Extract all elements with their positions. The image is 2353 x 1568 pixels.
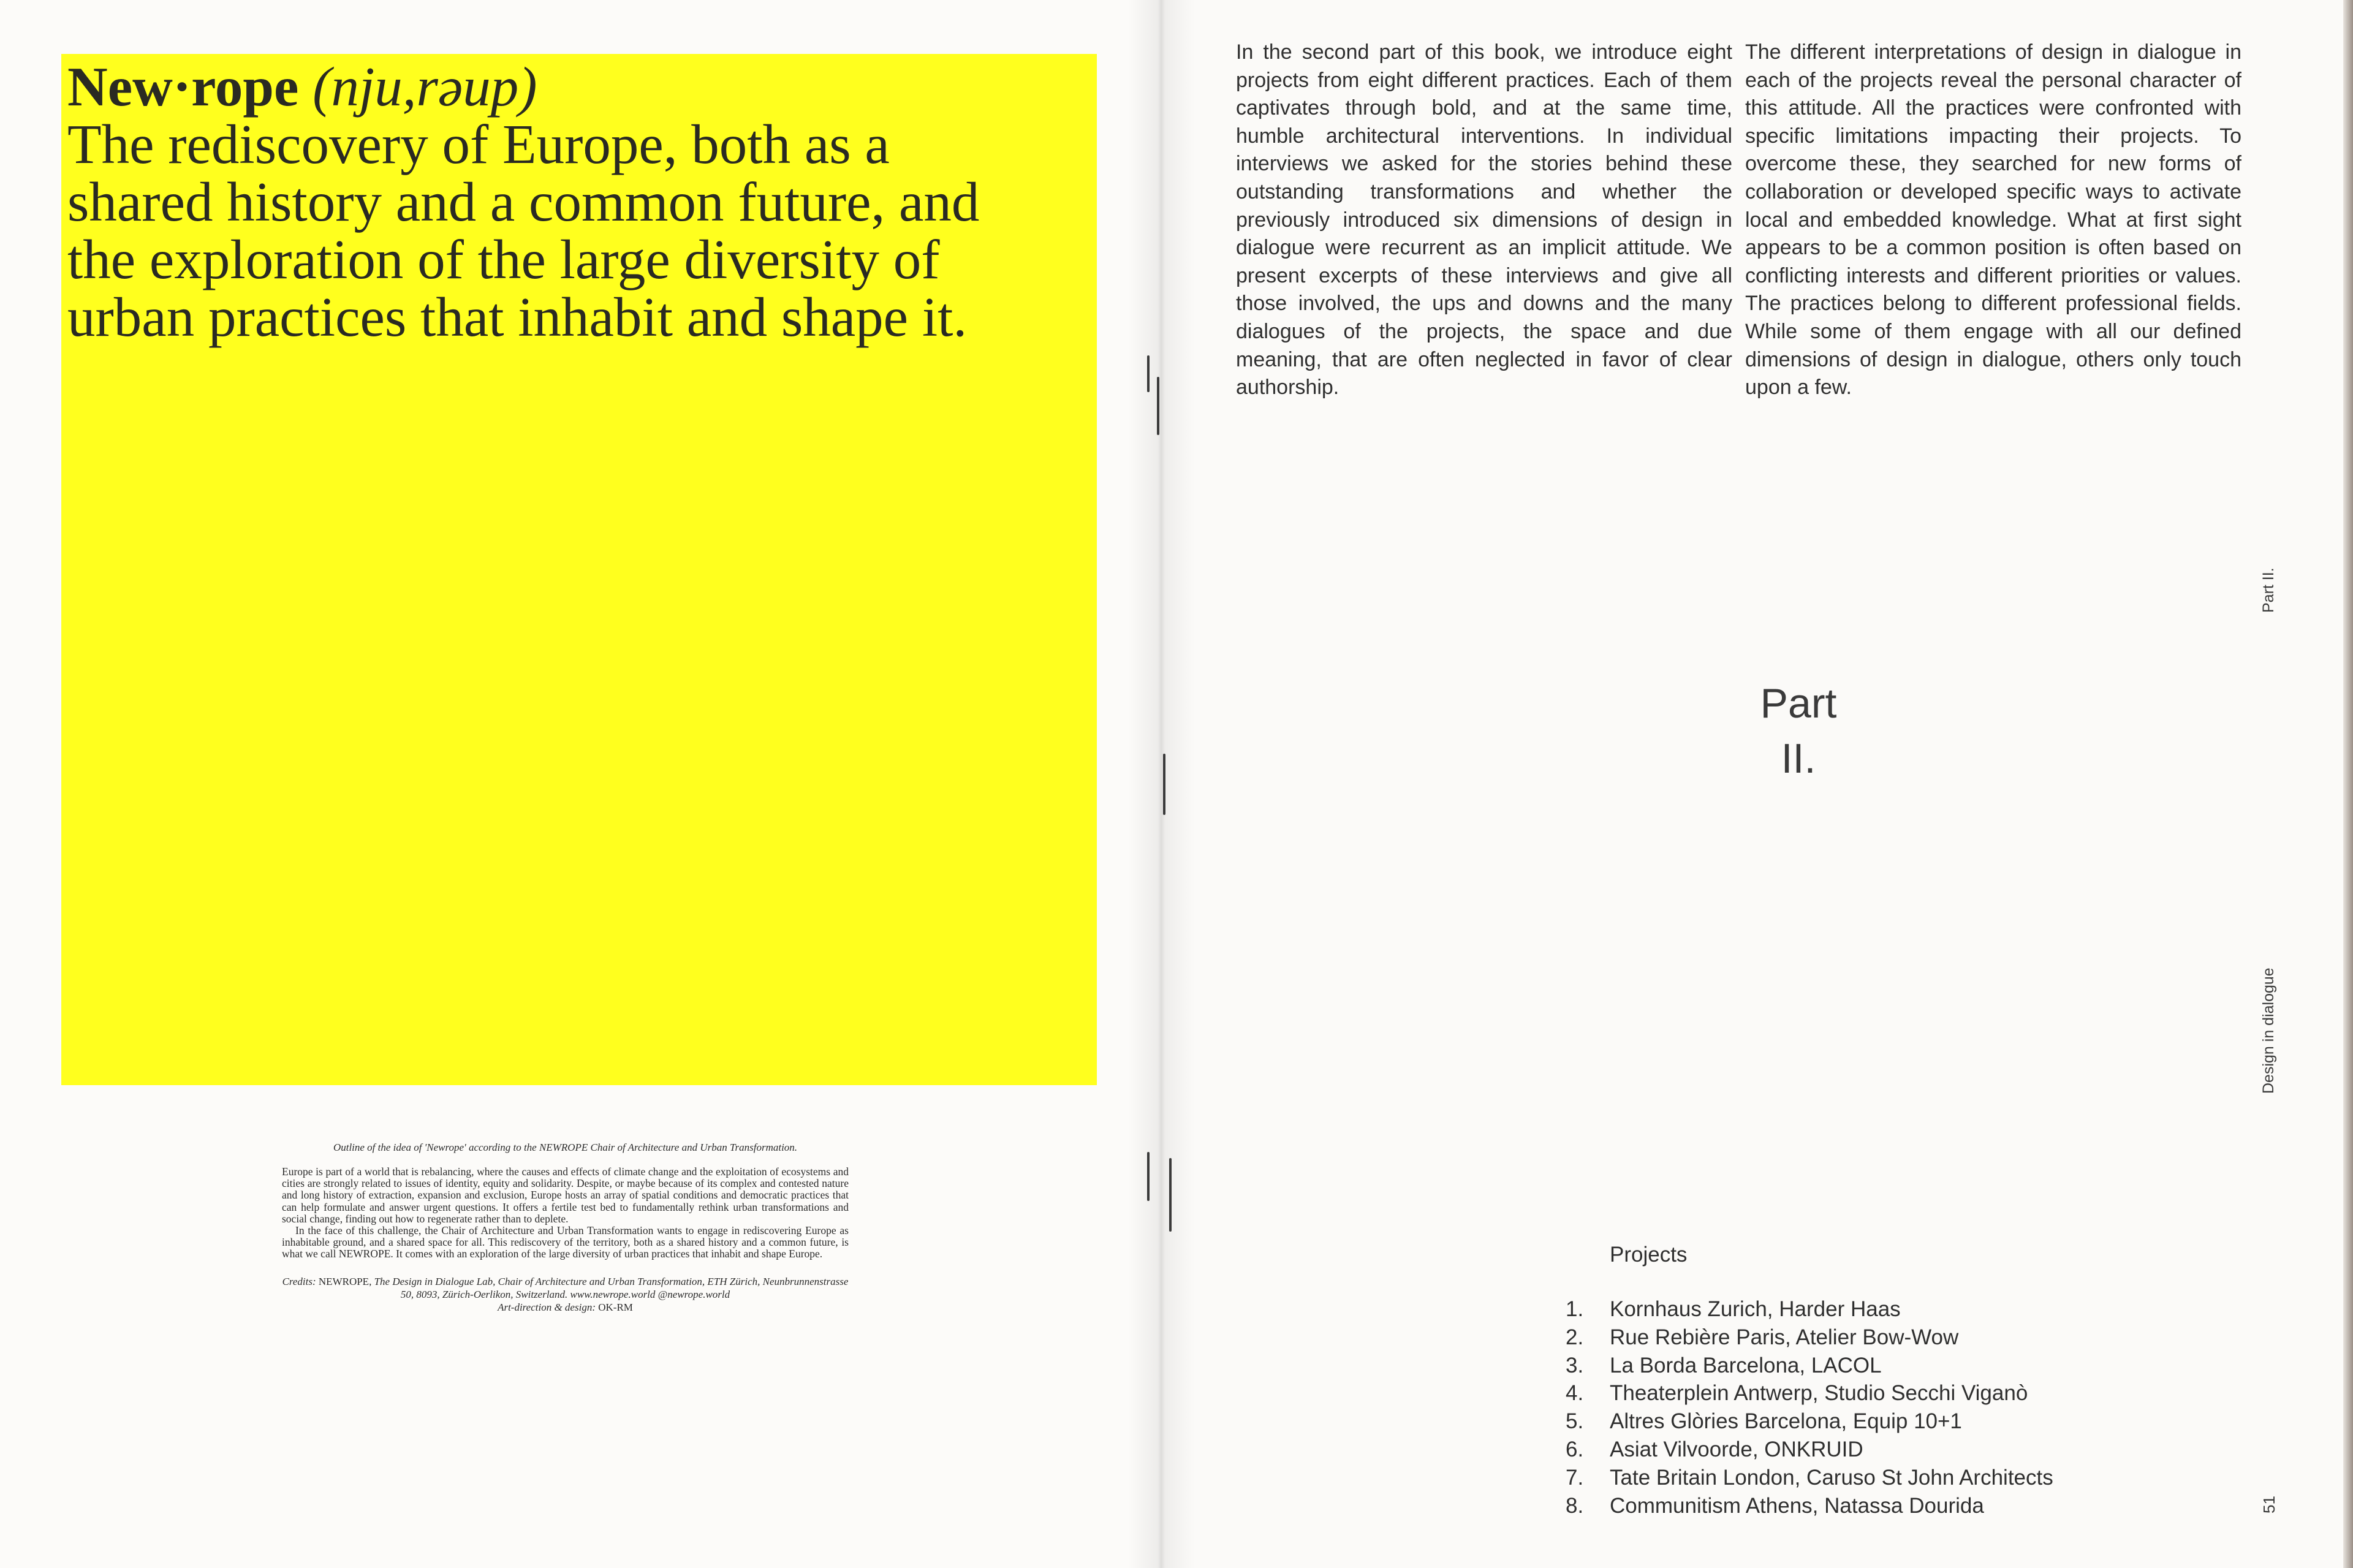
part-number: II. bbox=[1781, 735, 1816, 782]
credits-details: The Design in Dialogue Lab, Chair of Architecture and Urban Transformation, ETH Zürich, Neunbrunnenstrasse 50, 8093, Zürich-Oerlikon, Switzerland. www.newrope.world @newrope.world bbox=[374, 1275, 849, 1300]
project-number: 8. bbox=[1566, 1493, 1584, 1518]
binding-staple-top-2 bbox=[1157, 377, 1159, 435]
project-item bbox=[1566, 1352, 2117, 1380]
art-direction-label: Art-direction & design: bbox=[498, 1301, 596, 1313]
credits-org: NEWROPE, bbox=[318, 1275, 372, 1287]
project-item bbox=[1566, 1464, 2117, 1492]
project-name: Altres Glòries Barcelona, Equip 10+1 bbox=[1610, 1409, 1962, 1434]
project-number: 2. bbox=[1566, 1325, 1584, 1349]
definition-pronunciation: (nju,rəup) bbox=[313, 56, 537, 118]
project-name: La Borda Barcelona, LACOL bbox=[1610, 1353, 1882, 1377]
project-item bbox=[1566, 1407, 2117, 1436]
project-name: Asiat Vilvoorde, ONKRUID bbox=[1610, 1437, 1863, 1461]
binding-staple-top bbox=[1147, 355, 1150, 392]
project-name: Theaterplein Antwerp, Studio Secchi Viganò bbox=[1610, 1381, 2028, 1406]
outline-caption: Outline of the idea of 'Newrope' according to the NEWROPE Chair of Architecture and Urban Transformation. bbox=[333, 1142, 798, 1153]
part-word: Part bbox=[1760, 680, 1837, 727]
credits-label: Credits: bbox=[282, 1275, 316, 1287]
outline-paragraph-2: In the face of this challenge, the Chair of Architecture and Urban Transformation wants to engage in rediscovering Europe as inhabitable ground, and a shared space for all. This rediscovery of the territory, both as a shared history and a common future, is what we call NEWROPE. It comes with an exploration of the large diversity of urban practices that inhabit and shape Europe. bbox=[282, 1224, 849, 1260]
part-title bbox=[1688, 676, 1909, 786]
binding-staple-mid bbox=[1163, 754, 1165, 815]
credits bbox=[282, 1275, 849, 1314]
intro-column-1: In the second part of this book, we introduce eight projects from eight different practices. Each of them captivates through bold, and at the same time, humble architectural interventions. In individual interviews we asked for the stories behind these outstanding transformations and whether the previously introduced six dimensions of design in dialogue were recurrent as an implicit attitude. We present excerpts of these interviews and give all those involved, the ups and downs and the many dialogues of the projects, the space and due meaning, that are often neglected in favor of clear authorship. bbox=[1236, 40, 1732, 400]
project-item bbox=[1566, 1492, 2117, 1520]
projects-ordered-list bbox=[1566, 1295, 2117, 1520]
project-item bbox=[1566, 1436, 2117, 1464]
binding-staple-bottom bbox=[1147, 1152, 1150, 1201]
book-gutter-shadow bbox=[1127, 0, 1195, 1568]
running-head-section: Design in dialogue bbox=[2260, 968, 2277, 1094]
projects-list bbox=[1566, 1241, 2117, 1520]
project-name: Rue Rebière Paris, Atelier Bow-Wow bbox=[1610, 1325, 1959, 1349]
intro-column-2: The different interpretations of design in dialogue in each of the projects reveal the personal character of this attitude. All the practices were confronted with specific limitations impacting their projects. To overcome these, they searched for new forms of collaboration or developed specific ways to activate local and embedded knowledge. What at first sight appears to be a common position is often based on conflicting interests and different priorities or values. The practices belong to different professional fields. While some of them engage with all our defined dimensions of design in dialogue, others only touch upon a few. bbox=[1745, 40, 2241, 400]
binding-staple-bottom-2 bbox=[1169, 1158, 1172, 1232]
project-number: 7. bbox=[1566, 1465, 1584, 1490]
project-number: 1. bbox=[1566, 1297, 1584, 1321]
outline-paragraph-1: Europe is part of a world that is rebalancing, where the causes and effects of climate change and the exploitation of ecosystems and cities are strongly related to issues of identity, equity and solidarity. Despite, or maybe because of its complex and contested nature and long history of extraction, expansion and exclusion, Europe hosts an array of spatial conditions and democratic practices that can help formulate and answer urgent questions. It offers a fertile test bed to fundamentally rethink urban transformations and social change, finding out how to regenerate rather than to deplete. bbox=[282, 1165, 849, 1225]
left-page bbox=[0, 0, 1161, 1568]
newrope-definition bbox=[67, 58, 1023, 346]
project-number: 5. bbox=[1566, 1409, 1584, 1434]
running-head-part: Part II. bbox=[2260, 567, 2277, 613]
right-page bbox=[1161, 0, 2353, 1568]
project-item bbox=[1566, 1379, 2117, 1407]
project-item bbox=[1566, 1324, 2117, 1352]
project-number: 4. bbox=[1566, 1381, 1584, 1406]
outline-text-block bbox=[282, 1141, 849, 1314]
project-name: Communitism Athens, Natassa Dourida bbox=[1610, 1493, 1984, 1518]
project-number: 6. bbox=[1566, 1437, 1584, 1461]
art-direction-value: OK-RM bbox=[598, 1301, 633, 1313]
projects-heading: Projects bbox=[1610, 1243, 1688, 1267]
project-name: Kornhaus Zurich, Harder Haas bbox=[1610, 1297, 1901, 1321]
definition-text: The rediscovery of Europe, both as a shared history and a common future, and the exploration of the large diversity of urban practices that inhabit and shape it. bbox=[67, 113, 980, 348]
page-edge-shadow bbox=[2343, 0, 2353, 1568]
page-number: 51 bbox=[2260, 1496, 2278, 1513]
project-number: 3. bbox=[1566, 1353, 1584, 1377]
definition-term: New·rope bbox=[67, 56, 299, 118]
project-item bbox=[1566, 1295, 2117, 1324]
project-name: Tate Britain London, Caruso St John Architects bbox=[1610, 1465, 2053, 1490]
